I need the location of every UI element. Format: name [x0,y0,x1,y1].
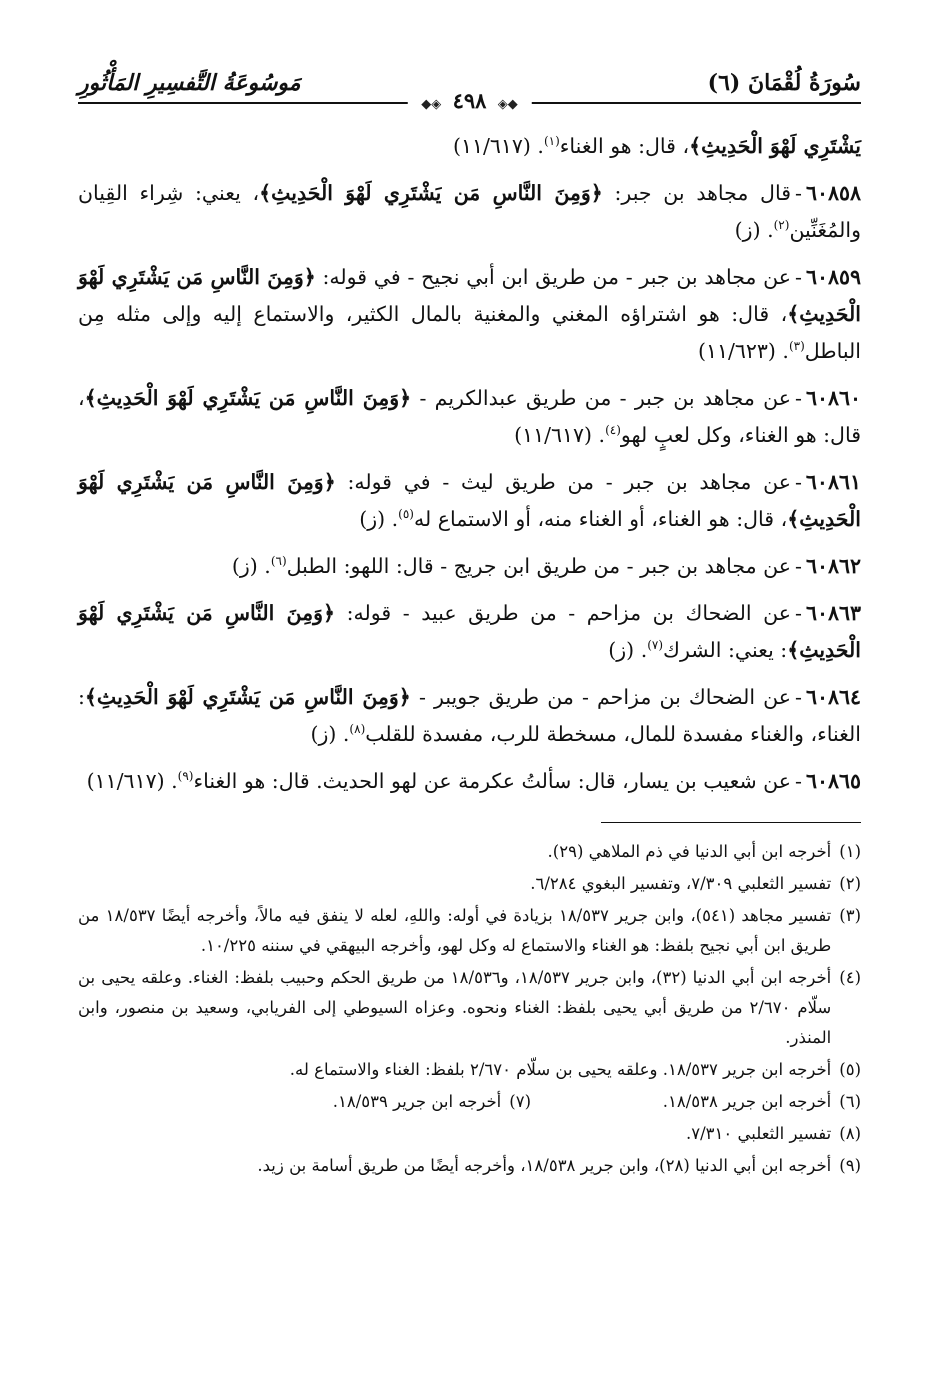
entry-text: . [775,339,789,363]
footnote-text: أخرجه ابن جرير ١٨/٥٣٨. [662,1092,832,1111]
entry-text: عن مجاهد بن جبر - من طريق ابن جريج - قال: اللهو: الطبل [286,554,791,578]
narration-entry [78,380,861,454]
narration-number: ٦٠٨٦٥ [805,769,861,793]
footnote-mark: (٦) [839,1092,861,1111]
footnote-mark: (٥) [839,1060,861,1079]
footnote-text: أخرجه ابن أبي الدنيا (٣٢)، وابن جرير ١٨/٥٣٧، و١٨/٥٣٦ من طريق الحكم وحبيب بلفظ: الغناء. وعلقه يحيى بن سلّام ٢/٦٧٠ من طريق أبي يحيى بلفظ: الغناء ونحوه. وعزاه السيوطي إلى الفريابي، وسعيد بن منصور، وابن المنذر. [78,968,832,1047]
narration-entry [78,679,861,753]
entry-text: عن مجاهد بن جبر - من طريق ليث - في قوله: [335,470,791,494]
volume-page-ref: (١١/٦١٧) [452,134,531,158]
footnote [78,837,861,867]
entry-text: عن شعيب بن يسار، قال: سألتُ عكرمة عن لهو الحديث. قال: هو الغناء [193,769,791,793]
book-title: مَوسُوعَةُ التَّفسِيرِ المَأْثُورِ [78,70,301,96]
footnote-text: أخرجه ابن جرير ١٨/٥٣٧. وعلقه يحيى بن سلّام ٢/٦٧٠ بلفظ: الغناء والاستماع له. [289,1060,832,1079]
entry-text: . [592,423,606,447]
footnote-ref: (٣) [788,339,805,354]
footnote-divider [601,822,861,823]
page-number-value: ٤٩٨ [452,88,487,113]
footnote-text: أخرجه ابن أبي الدنيا (٢٨)، وابن جرير ١٨/٥٣٨، وأخرجه أيضًا من طريق أسامة بن زيد. [257,1156,832,1175]
entry-text: . (ز) [359,507,399,531]
entry-text: . (ز) [231,554,271,578]
footnote [201,1087,531,1117]
entry-text: ، قال: هو اشتراؤه المغني والمغنية بالمال الكثير، والاستماع إليه وإلى مثله مِن الباطل [78,302,861,363]
footnote-text: تفسير الثعلبي ٧/٣٠٩، وتفسير البغوي ٦/٢٨٤. [530,874,832,893]
narration-number: ٦٠٨٦٠ [805,386,861,410]
narration-entry [78,464,861,538]
footnote-ref: (٦) [270,554,287,569]
footnote-ref: (٥) [398,507,414,522]
footnote-text: أخرجه ابن أبي الدنيا في ذم الملاهي (٢٩). [547,842,832,861]
entry-text: عن مجاهد بن جبر - من طريق عبدالكريم - [411,386,791,410]
footnote-text: أخرجه ابن جرير ١٨/٥٣٩. [332,1092,502,1111]
footnote-ref: (٢) [773,218,790,233]
entry-text: ، قال: هو الغناء [559,134,690,158]
quran-quote: ﴿وَمِنَ النَّاسِ مَن يَشْتَرِي لَهْوَ الْحَدِيثِ﴾ [78,601,861,662]
narration-number: ٦٠٨٦٤ [805,685,861,709]
number-dash: - [794,470,802,494]
entry-text: عن مجاهد بن جبر - من طريق ابن أبي نجيح - في قوله: [315,265,791,289]
narration-number: ٦٠٨٦٢ [805,554,861,578]
footnote [78,869,861,899]
entry-text: ، يعني: شِراء القِيان والمُغَنِّين [78,181,861,242]
footnotes-section [78,837,861,1181]
entry-text: . (ز) [608,638,648,662]
footnote-ref: (٨) [349,722,366,737]
footnote [78,1151,861,1181]
narration-entry [78,548,861,585]
entry-text: ، قال: هو الغناء، وكل لعبٍ لهو [78,386,861,447]
narration-entry [78,128,861,165]
number-dash: - [795,386,802,410]
footnote [78,963,861,1053]
number-dash: - [795,181,802,205]
surah-title: سُورَةُ لُقْمَانَ (٦) [707,70,861,96]
footnote [78,901,861,961]
footnote [78,1119,861,1149]
entry-text: . [164,769,178,793]
entry-text: . [530,134,544,158]
footnote-mark: (٤) [839,968,861,987]
footnote-ref: (٤) [605,423,621,438]
entry-text: عن الضحاك بن مزاحم - من طريق جويبر - [410,685,791,709]
volume-page-ref: (١١/٦١٧) [86,769,165,793]
quran-quote: ﴿وَمِنَ النَّاسِ مَن يَشْتَرِي لَهْوَ الْحَدِيثِ﴾ [78,265,861,326]
footnote-ref: (١) [543,134,560,149]
volume-page-ref: (١١/٦١٧) [514,423,593,447]
footnote-text: تفسير مجاهد (٥٤١)، وابن جرير ١٨/٥٣٧ بزيادة في أوله: واللهِ، لعله لا ينفق فيه مالاً، وأخرجه أيضًا ١٨/٥٣٧ من طريق ابن أبي نجيح بلفظ: هو الغناء والاستماع له وكل لهو، وأخرجه البيهقي في سننه ١٠/٢٢٥. [78,906,832,955]
narration-number: ٦٠٨٦٣ [805,601,861,625]
footnote-mark: (٨) [839,1124,861,1143]
narration-number: ٦٠٨٥٨ [805,181,861,205]
quran-quote: يَشْتَرِي لَهْوَ الْحَدِيثِ﴾ [689,134,861,158]
volume-page-ref: (١١/٦٢٣) [697,339,776,363]
footnote-mark: (٧) [509,1092,531,1111]
quran-quote: ﴿وَمِنَ النَّاسِ مَن يَشْتَرِي لَهْوَ الْحَدِيثِ﴾ [78,470,861,531]
footnote-ref: (٩) [177,769,194,784]
entry-text: قال مجاهد بن جبر: [602,181,791,205]
quran-quote: ﴿وَمِنَ النَّاسِ مَن يَشْتَرِي لَهْوَ الْحَدِيثِ﴾ [259,181,603,205]
footnote-mark: (٣) [839,906,861,925]
quran-quote: ﴿وَمِنَ النَّاسِ مَن يَشْتَرِي لَهْوَ الْحَدِيثِ﴾ [84,386,412,410]
narrations-list [78,128,861,800]
footnote-text: تفسير الثعلبي ٧/٣١٠. [686,1124,832,1143]
footnote-mark: (١) [839,842,861,861]
footnote-row [78,1087,861,1119]
footnote [531,1087,861,1117]
number-dash: - [795,685,802,709]
page-number [407,88,531,113]
footnote [78,1055,861,1085]
footnote-mark: (٢) [839,874,861,893]
footnote-ref: (٧) [647,638,664,653]
entry-text: . (ز) [310,722,350,746]
entry-text: . (ز) [734,218,774,242]
page-header [78,56,861,113]
narration-entry [78,259,861,370]
entry-text: : الغناء، والغناء مفسدة للمال، مسخطة للرب، مفسدة للقلب [78,685,861,746]
ornament-icon: ◆◈ [497,97,518,112]
narration-number: ٦٠٨٥٩ [805,265,861,289]
entry-text: عن الضحاك بن مزاحم - من طريق عبيد - قوله: [335,601,791,625]
number-dash: - [795,554,802,578]
entry-text: : يعني: الشرك [663,638,788,662]
narration-entry [78,175,861,249]
quran-quote: ﴿وَمِنَ النَّاسِ مَن يَشْتَرِي لَهْوَ الْحَدِيثِ﴾ [84,685,411,709]
number-dash: - [795,265,802,289]
number-dash: - [795,601,802,625]
entry-text: ، قال: هو الغناء، أو الغناء منه، أو الاستماع له [413,507,788,531]
narration-entry [78,595,861,669]
footnote-mark: (٩) [839,1156,861,1175]
narration-number: ٦٠٨٦١ [805,470,861,494]
ornament-icon: ◈◆ [421,97,442,112]
number-dash: - [795,769,802,793]
narration-entry [78,763,861,800]
